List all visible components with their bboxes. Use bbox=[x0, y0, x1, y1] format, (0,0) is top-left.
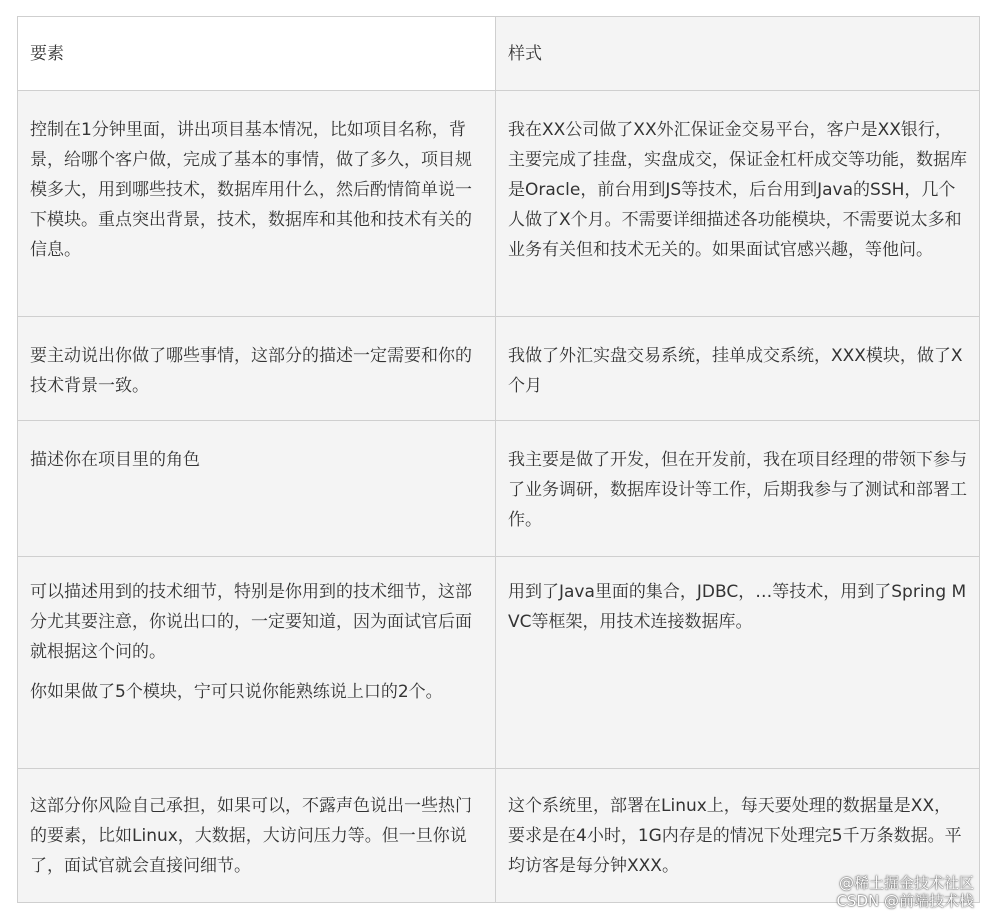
source-watermark bbox=[836, 874, 974, 910]
table-row bbox=[18, 91, 980, 317]
cell-text: 我做了外汇实盘交易系统，挂单成交系统，XXX模块，做了X个月 bbox=[508, 346, 963, 396]
table-cell-element bbox=[18, 421, 496, 557]
header-cell-style bbox=[496, 17, 980, 91]
table-row bbox=[18, 557, 980, 769]
header-label-element: 要素 bbox=[30, 44, 64, 64]
cell-text: 我主要是做了开发，但在开发前，我在项目经理的带领下参与了业务调研，数据库设计等工作，后期我参与了测试和部署工作。 bbox=[508, 450, 967, 530]
table-cell-element bbox=[18, 91, 496, 317]
table-cell-element bbox=[18, 557, 496, 769]
cell-text: 控制在1分钟里面，讲出项目基本情况，比如项目名称，背景，给哪个客户做，完成了基本的事情，做了多久，项目规模多大，用到哪些技术，数据库用什么，然后酌情简单说一下模块。重点突出背景，技术，数据库和其他和技术有关的信息。 bbox=[30, 120, 472, 260]
table-cell-style bbox=[496, 421, 980, 557]
table-row bbox=[18, 769, 980, 903]
table-header-row bbox=[18, 17, 980, 91]
table-cell-style bbox=[496, 91, 980, 317]
cell-text: 你如果做了5个模块，宁可只说你能熟练说上口的2个。 bbox=[30, 682, 443, 702]
cell-text: 可以描述用到的技术细节，特别是你用到的技术细节，这部分尤其要注意，你说出口的，一定要知道，因为面试官后面就根据这个问的。 bbox=[30, 582, 472, 662]
cell-text: 这部分你风险自己承担，如果可以，不露声色说出一些热门的要素，比如Linux，大数据，大访问压力等。但一旦你说了，面试官就会直接问细节。 bbox=[30, 796, 472, 876]
watermark-line-juejin: @稀土掘金技术社区 bbox=[838, 874, 974, 892]
cell-text: 描述你在项目里的角色 bbox=[30, 450, 200, 470]
cell-text: 用到了Java里面的集合，JDBC，…等技术，用到了Spring MVC等框架，用技术连接数据库。 bbox=[508, 582, 967, 632]
table-cell-element bbox=[18, 317, 496, 421]
table-row bbox=[18, 421, 980, 557]
table-row bbox=[18, 317, 980, 421]
table-cell-style bbox=[496, 557, 980, 769]
cell-text: 我在XX公司做了XX外汇保证金交易平台，客户是XX银行，主要完成了挂盘，实盘成交，保证金杠杆成交等功能，数据库是Oracle，前台用到JS等技术，后台用到Java的SSH，几个人做了X个月。不需要详细描述各功能模块，不需要说太多和业务有关但和技术无关的。如果面试官感兴趣，等他问。 bbox=[508, 120, 967, 260]
header-cell-element bbox=[18, 17, 496, 91]
header-label-style: 样式 bbox=[508, 44, 542, 64]
watermark-line-csdn: CSDN @前端技术栈 bbox=[836, 892, 974, 910]
table-cell-element bbox=[18, 769, 496, 903]
cell-text: 要主动说出你做了哪些事情，这部分的描述一定需要和你的技术背景一致。 bbox=[30, 346, 472, 396]
content-table bbox=[17, 16, 980, 903]
table-cell-style bbox=[496, 317, 980, 421]
cell-text: 这个系统里，部署在Linux上，每天要处理的数据量是XX，要求是在4小时，1G内存是的情况下处理完5千万条数据。平均访客是每分钟XXX。 bbox=[508, 796, 962, 876]
